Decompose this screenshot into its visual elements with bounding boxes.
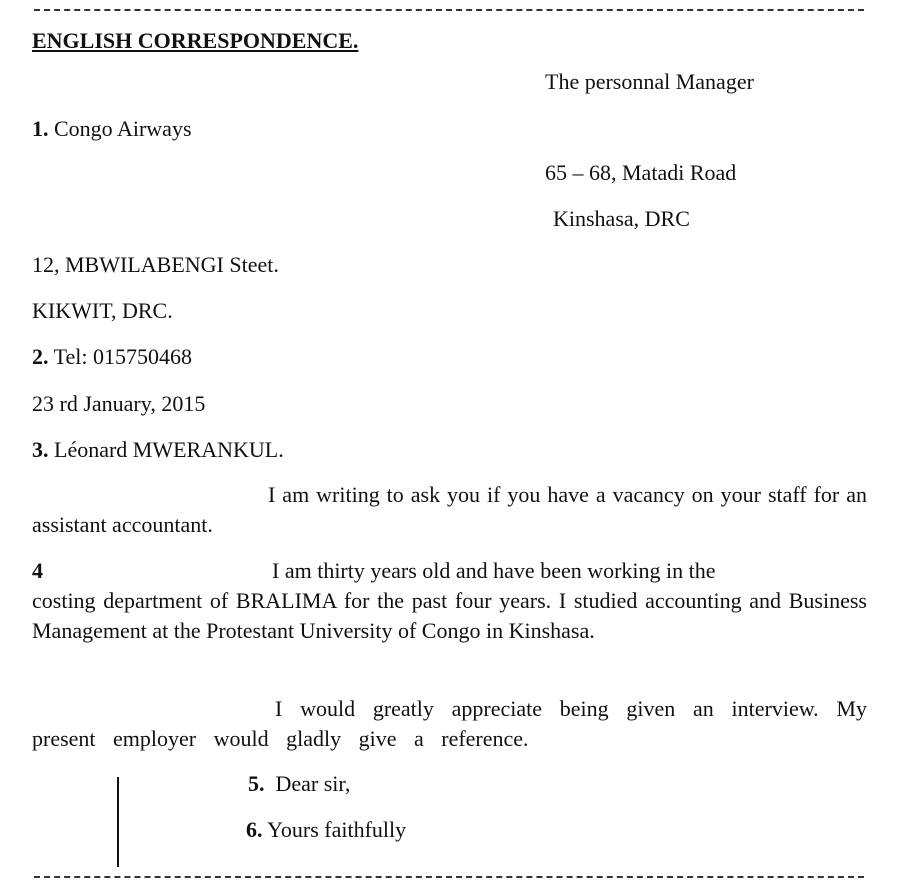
closing-signoff [246, 817, 406, 843]
item-number: 4 [32, 558, 43, 583]
body-paragraph-1: I am writing to ask you if you have a vacancy on your staff for an assistant accountant. [32, 482, 867, 537]
recipient-company [32, 116, 192, 142]
sender-city: KIKWIT, DRC. [32, 298, 173, 323]
item-number: 2. [32, 344, 49, 369]
bottom-dashed-divider [34, 876, 864, 878]
item-number: 3. [32, 437, 49, 462]
signoff-text: Yours faithfully [262, 817, 407, 842]
letter-date: 23 rd January, 2015 [32, 391, 206, 416]
item-number: 6. [246, 817, 263, 842]
item-number: 1. [32, 116, 49, 141]
body-paragraph-3: I would greatly appreciate being given an interview. My present employer would gladly give a reference. [32, 696, 867, 751]
sender-name-text: Léonard MWERANKUL. [48, 437, 284, 462]
sender-street: 12, MBWILABENGI Steet. [32, 252, 279, 277]
recipient-address-line2: Kinshasa, DRC [553, 206, 690, 231]
salutation-text: Dear sir, [264, 771, 351, 796]
sender-name [32, 437, 284, 463]
closing-salutation [248, 771, 350, 797]
company-name: Congo Airways [48, 116, 192, 141]
recipient-title: The personnal Manager [545, 69, 754, 94]
top-dashed-divider [34, 9, 864, 11]
margin-line [117, 777, 119, 867]
sender-telephone [32, 344, 192, 370]
item-number: 5. [248, 771, 265, 796]
telephone-text: Tel: 015750468 [48, 344, 192, 369]
document-heading: ENGLISH CORRESPONDENCE. [32, 28, 359, 53]
body-paragraph-2-line1: I am thirty years old and have been working in the [272, 558, 716, 583]
recipient-address-line1: 65 – 68, Matadi Road [545, 160, 737, 185]
body-paragraph-2: costing department of BRALIMA for the past four years. I studied accounting and Business Management at the Protestant University of Congo in Kinshasa. [32, 588, 867, 643]
